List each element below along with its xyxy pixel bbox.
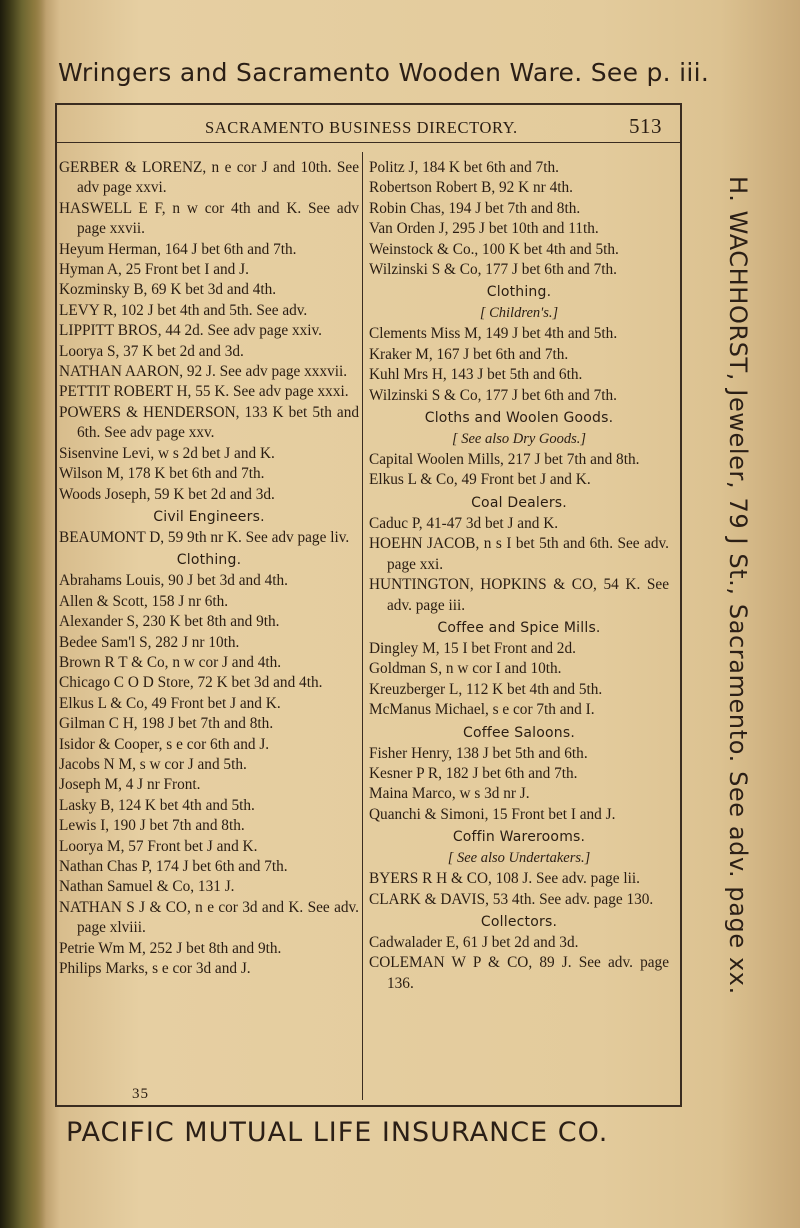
directory-entry: Quanchi & Simoni, 15 Front bet I and J. <box>369 805 616 823</box>
directory-entry: Kozminsky B, 69 K bet 3d and 4th. <box>59 281 277 299</box>
directory-entry: Nathan Samuel & Co, 131 J. <box>59 878 235 896</box>
directory-entry: Politz J, 184 K bet 6th and 7th. <box>369 159 559 176</box>
directory-entry: HASWELL E F, n w cor 4th and K. See adv page xxvii. <box>59 199 359 238</box>
directory-entry: Woods Joseph, 59 K bet 2d and 3d. <box>59 485 275 503</box>
directory-entry: Brown R T & Co, n w cor J and 4th. <box>59 653 282 671</box>
directory-entry: LEVY R, 102 J bet 4th and 5th. See adv. <box>59 301 308 319</box>
directory-entry: Van Orden J, 295 J bet 10th and 11th. <box>369 220 599 238</box>
directory-entry: HOEHN JACOB, n s I bet 5th and 6th. See adv. page xxi. <box>369 535 669 573</box>
directory-entry: Fisher Henry, 138 J bet 5th and 6th. <box>369 744 588 762</box>
directory-entry: Capital Woolen Mills, 217 J bet 7th and 8th. <box>369 451 640 469</box>
directory-entry: Weinstock & Co., 100 K bet 4th and 5th. <box>369 240 619 258</box>
directory-entry: Elkus L & Co, 49 Front bet J and K. <box>59 694 281 712</box>
directory-entry: Kesner P R, 182 J bet 6th and 7th. <box>369 764 578 782</box>
directory-entry: Philips Marks, s e cor 3d and J. <box>59 960 251 978</box>
directory-entry: Kuhl Mrs H, 143 J bet 5th and 6th. <box>369 366 583 384</box>
directory-entry: Bedee Sam'l S, 282 J nr 10th. <box>59 633 240 651</box>
directory-entry: Gilman C H, 198 J bet 7th and 8th. <box>59 715 274 733</box>
directory-entry: Sisenvine Levi, w s 2d bet J and K. <box>59 444 275 462</box>
directory-entry: Caduc P, 41-47 3d bet J and K. <box>369 514 559 532</box>
section-heading: Cloths and Woolen Goods. <box>424 410 614 427</box>
directory-entry: Alexander S, 230 K bet 8th and 9th. <box>59 613 280 631</box>
directory-entry: Kraker M, 167 J bet 6th and 7th. <box>369 345 569 363</box>
section-subheading: [ Children's.] <box>479 305 559 322</box>
column-divider <box>362 152 363 1100</box>
directory-entry: PETTIT ROBERT H, 55 K. See adv page xxxi. <box>59 383 349 401</box>
directory-entry: BYERS R H & CO, 108 J. See adv. page lii. <box>369 870 640 888</box>
section-heading: Coffee Saloons. <box>463 724 575 741</box>
directory-entry: Hyman A, 25 Front bet I and J. <box>59 261 249 279</box>
directory-entry: Elkus L & Co, 49 Front bet J and K. <box>369 471 591 489</box>
directory-entry: Kreuzberger L, 112 K bet 4th and 5th. <box>369 680 603 698</box>
directory-entry: Nathan Chas P, 174 J bet 6th and 7th. <box>59 858 288 875</box>
running-header <box>57 112 680 143</box>
directory-entry: Isidor & Cooper, s e cor 6th and J. <box>59 735 270 753</box>
directory-title: SACRAMENTO BUSINESS DIRECTORY. <box>205 118 518 137</box>
directory-entry: Loorya S, 37 K bet 2d and 3d. <box>59 342 244 360</box>
page-number: 513 <box>629 114 662 138</box>
directory-entry: NATHAN AARON, 92 J. See adv page xxxvii. <box>59 363 348 381</box>
directory-entry: Robertson Robert B, 92 K nr 4th. <box>369 179 573 197</box>
section-subheading: [ See also Dry Goods.] <box>451 431 587 448</box>
section-heading: Clothing. <box>486 284 552 301</box>
directory-entry: Jacobs N M, s w cor J and 5th. <box>59 755 247 773</box>
directory-entry: HUNTINGTON, HOPKINS & CO, 54 K. See adv. page iii. <box>369 576 669 614</box>
directory-entry: Wilson M, 178 K bet 6th and 7th. <box>59 465 265 483</box>
directory-entry: Chicago C O D Store, 72 K bet 3d and 4th. <box>59 674 323 692</box>
directory-entry: NATHAN S J & CO, n e cor 3d and K. See adv. page xlviii. <box>59 898 359 937</box>
directory-entry: Lasky B, 124 K bet 4th and 5th. <box>59 796 255 814</box>
right-column <box>369 158 669 994</box>
signature-mark: 35 <box>132 1086 149 1102</box>
bottom-advertisement: PACIFIC MUTUAL LIFE INSURANCE CO. <box>66 1117 609 1148</box>
section-heading: Coal Dealers. <box>471 494 567 511</box>
directory-entry: Loorya M, 57 Front bet J and K. <box>59 837 258 855</box>
directory-entry: Petrie Wm M, 252 J bet 8th and 9th. <box>59 939 282 957</box>
section-heading: Civil Engineers. <box>153 508 265 525</box>
directory-entry: Wilzinski S & Co, 177 J bet 6th and 7th. <box>369 386 617 404</box>
side-advertisement: H. WACHHORST, Jeweler, 79 J St., Sacramento. See adv. page xx. <box>724 176 752 995</box>
directory-entry: McManus Michael, s e cor 7th and I. <box>369 701 595 719</box>
directory-entry: Abrahams Louis, 90 J bet 3d and 4th. <box>59 572 288 590</box>
directory-entry: LIPPITT BROS, 44 2d. See adv page xxiv. <box>59 322 323 340</box>
directory-entry: COLEMAN W P & CO, 89 J. See adv. page 136. <box>369 954 669 992</box>
section-heading: Coffin Warerooms. <box>452 829 586 846</box>
section-heading: Collectors. <box>480 913 558 930</box>
book-spine <box>0 0 46 1228</box>
directory-entry: Lewis I, 190 J bet 7th and 8th. <box>59 817 245 835</box>
section-heading: Clothing. <box>176 552 242 569</box>
directory-entry: Cadwalader E, 61 J bet 2d and 3d. <box>369 933 579 951</box>
directory-entry: BEAUMONT D, 59 9th nr K. See adv page liv. <box>59 528 350 546</box>
directory-entry: GERBER & LORENZ, n e cor J and 10th. See adv page xxvi. <box>59 159 359 197</box>
directory-entry: Goldman S, n w cor I and 10th. <box>369 660 562 678</box>
directory-entry: Heyum Herman, 164 J bet 6th and 7th. <box>59 240 297 258</box>
section-subheading: [ See also Undertakers.] <box>447 850 591 867</box>
directory-entry: CLARK & DAVIS, 53 4th. See adv. page 130. <box>369 890 654 908</box>
directory-entry: POWERS & HENDERSON, 133 K bet 5th and 6th. See adv page xxv. <box>59 403 359 442</box>
top-advertisement: Wringers and Sacramento Wooden Ware. See p. iii. <box>58 58 710 87</box>
directory-entry: Wilzinski S & Co, 177 J bet 6th and 7th. <box>369 261 617 279</box>
directory-entry: Joseph M, 4 J nr Front. <box>59 776 201 794</box>
directory-entry: Robin Chas, 194 J bet 7th and 8th. <box>369 199 581 217</box>
left-column <box>59 158 359 979</box>
section-heading: Coffee and Spice Mills. <box>437 619 601 636</box>
directory-entry: Clements Miss M, 149 J bet 4th and 5th. <box>369 325 618 343</box>
directory-entry: Maina Marco, w s 3d nr J. <box>369 785 530 803</box>
directory-entry: Allen & Scott, 158 J nr 6th. <box>59 592 229 610</box>
directory-entry: Dingley M, 15 I bet Front and 2d. <box>369 639 576 657</box>
